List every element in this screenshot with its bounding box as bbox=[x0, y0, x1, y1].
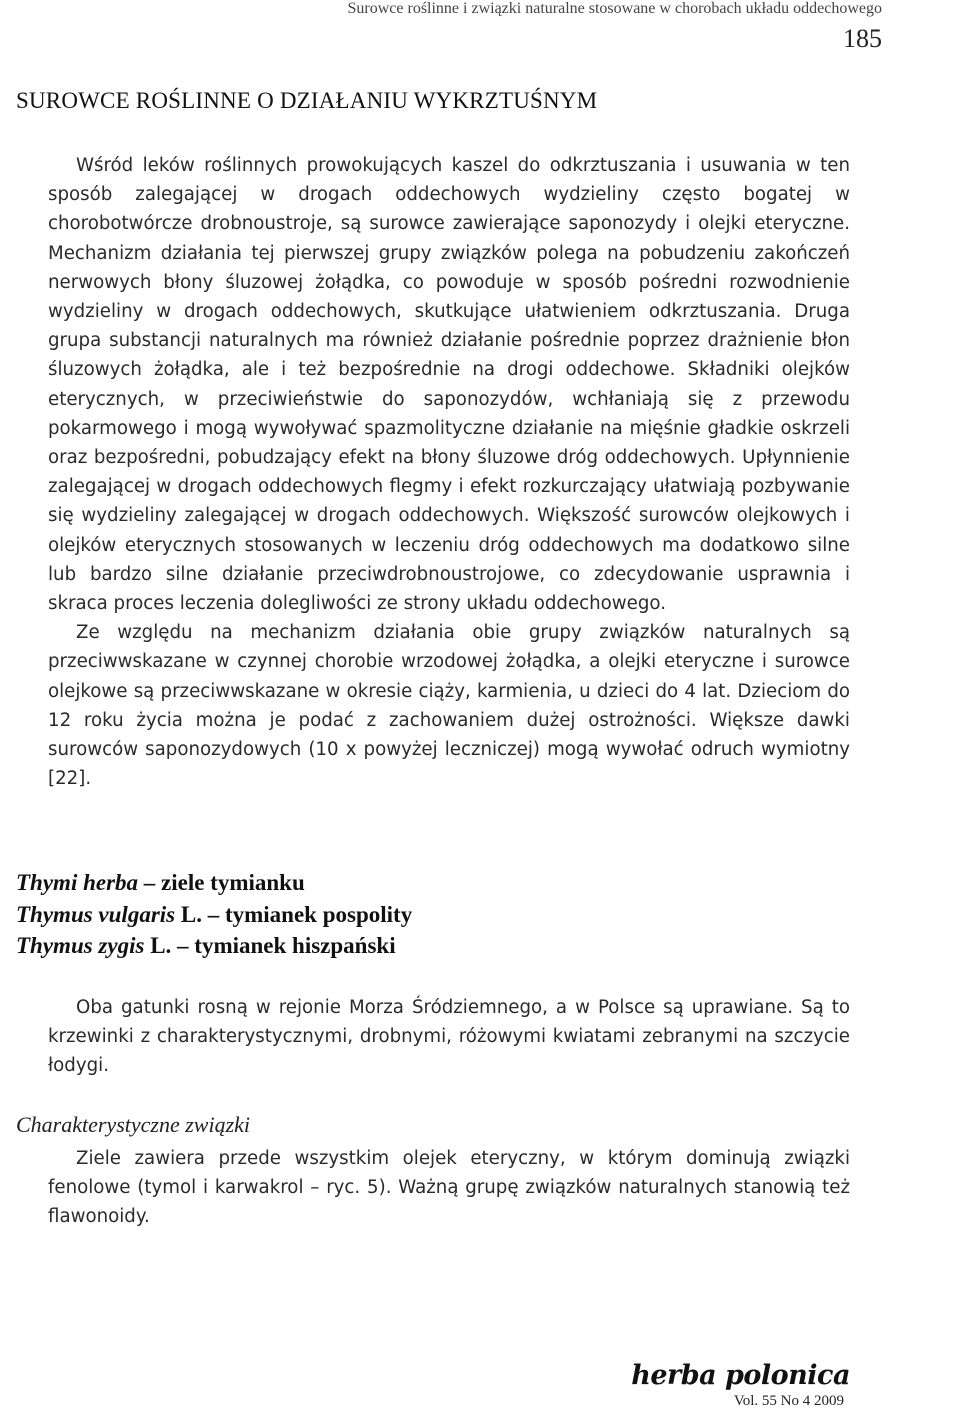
compounds-text bbox=[48, 1144, 850, 1232]
description-paragraph-1: Oba gatunki rosną w rejonie Morza Śródziemnego, a w Polsce są uprawiane. Są to krzewinki z charakterystycznymi, drobnymi, różowymi kwiatami zebranymi na szczycie łodygi. bbox=[48, 997, 850, 1077]
species-line-2 bbox=[16, 899, 876, 931]
page-number: 185 bbox=[843, 24, 882, 53]
intro-paragraph-2: Ze względu na mechanizm działania obie grupy związków naturalnych są przeciwwskazane w czynnej chorobie wrzodowej żołądka, a olejki eteryczne i surowce olejkowe są przeciwwskazane w okresie ciąży, karmienia, u dzieci do 4 lat. Dzieciom do 12 roku życia można je podać z zachowaniem dużej ostrożności. Większe dawki surowców saponozydowych (10 x powyżej leczniczej) mogą wywołać odruch wymiotny [22]. bbox=[48, 622, 850, 790]
journal-logo: herba polonica bbox=[631, 1360, 850, 1391]
species-rest-3: L. – tymianek hiszpański bbox=[144, 933, 396, 958]
running-head: Surowce roślinne i związki naturalne stosowane w chorobach układu oddechowego bbox=[347, 0, 882, 17]
species-line-1 bbox=[16, 867, 876, 899]
compounds-paragraph-1: Ziele zawiera przede wszystkim olejek eteryczny, w którym dominują związki fenolowe (tymol i karwakrol – ryc. 5). Ważną grupę związków naturalnych stanowią też flawonoidy. bbox=[48, 1148, 850, 1228]
intro-paragraph-1: Wśród leków roślinnych prowokujących kaszel do odkrztuszania i usuwania w ten sposób zalegającej w drogach oddechowych wydzieliny często bogatej w chorobotwórcze drobnoustroje, są surowce zawierające saponozydy i olejki eteryczne. Mechanizm działania tej pierwszej grupy związków polega na pobudzeniu zakończeń nerwowych błony śluzowej żołądka, co powoduje w sposób pośredni rozwodnienie wydzieliny w drogach oddechowych, skutkujące ułatwieniem odkrztuszania. Druga grupa substancji naturalnych ma również działanie pośrednie poprzez drażnienie błon śluzowych żołądka, ale i też bezpośrednie na drogi oddechowe. Składniki olejków eterycznych, w przeciwieństwie do saponozydów, wchłaniają się z przewodu pokarmowego i mogą wywoływać spazmolityczne działanie na mięśnie gładkie oskrzeli oraz bezpośredni, pobudzający efekt na błony śluzowe dróg oddechowych. Upłynnienie zalegającej w drogach oddechowych flegmy i efekt rozkurczający ułatwiają pozbywanie się wydzieliny zalegającej w drogach oddechowych. Większość surowców olejkowych i olejków eterycznych stosowanych w leczeniu dróg oddechowych ma dodatkowo silne lub bardzo silne działanie przeciwdrobnoustrojowe, co zdecydowanie usprawnia i skraca proces leczenia dolegliwości ze strony układu oddechowego. bbox=[48, 155, 850, 615]
species-rest-2: L. – tymianek pospolity bbox=[175, 901, 413, 927]
species-latin-1: Thymi herba bbox=[16, 870, 139, 895]
species-latin-2: Thymus vulgaris bbox=[16, 901, 176, 927]
issue-info: Vol. 55 No 4 2009 bbox=[733, 1393, 844, 1409]
species-list bbox=[16, 867, 876, 962]
species-rest-1: – ziele tymianku bbox=[138, 870, 305, 895]
species-latin-3: Thymus zygis bbox=[16, 933, 145, 958]
description-text bbox=[48, 993, 850, 1081]
species-line-3 bbox=[16, 930, 876, 962]
intro-text bbox=[48, 151, 850, 793]
compounds-heading: Charakterystyczne związki bbox=[16, 1112, 251, 1137]
section-title: SUROWCE ROŚLINNE O DZIAŁANIU WYKRZTUŚNYM bbox=[16, 88, 598, 113]
